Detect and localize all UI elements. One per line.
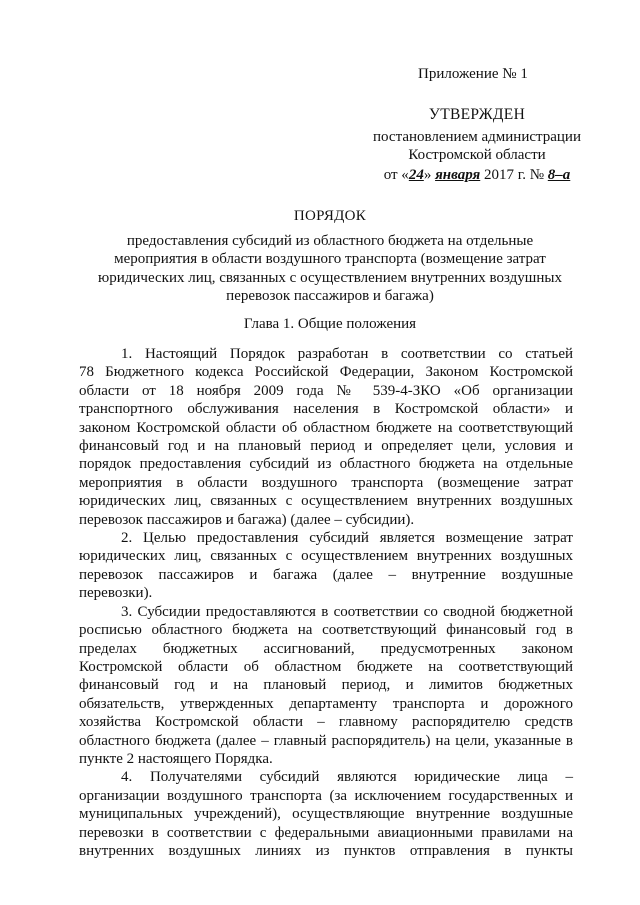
body-line: юридических лиц, связанных с осуществлением внутренних воздушных [79, 548, 573, 565]
date-prefix: от « [383, 167, 409, 183]
title-heading: ПОРЯДОК [293, 208, 367, 224]
title-line: мероприятия в области воздушного транспорта (возмещение затрат [114, 251, 546, 267]
chapter-heading: Глава 1. Общие положения [243, 316, 417, 332]
date-day: 24 [408, 167, 424, 183]
body-line: перевозок пассажиров и багажа) (далее – субсидии). [79, 511, 415, 528]
body-line: росписью областного бюджета на соответствующий финансовый год в [79, 622, 573, 639]
approval-block [362, 106, 592, 184]
title-line: юридических лиц, связанных с осуществлением внутренних воздушных [98, 269, 562, 286]
approval-date [362, 166, 592, 184]
date-year: 2017 г. № [480, 167, 548, 183]
body-line: хозяйства Костромской области – главному распорядителю средств [79, 714, 573, 731]
body-line: финансовый год и на плановый период и определяет цели, условия и [79, 438, 573, 455]
document-title [80, 207, 580, 306]
body-line: финансовый год и на плановый период, и лимитов бюджетных [79, 677, 573, 694]
body-line: 78 Бюджетного кодекса Российской Федерации, Законом Костромской [79, 364, 573, 381]
body-line: порядок предоставления субсидий из областного бюджета на отдельные [79, 456, 573, 473]
title-line: предоставления субсидий из областного бюджета на отдельные [126, 232, 534, 249]
appendix-label: Приложение № 1 [418, 66, 528, 82]
body-line: обязательств, утвержденных департаменту транспорта и дорожного [79, 695, 573, 712]
body-line: внутренних воздушных линиях из пунктов отправления в пункты [79, 842, 573, 859]
body-line: 4. Получателями субсидий являются юридические лица – [121, 769, 573, 786]
body-line: 2. Целью предоставления субсидий является возмещение затрат [121, 530, 573, 547]
body-line: юридических лиц, связанных с осуществлением внутренних воздушных [79, 493, 573, 510]
approval-line-1: постановлением администрации [373, 129, 581, 145]
body-line: перевозок пассажиров и багажа (далее – внутренние воздушные [79, 566, 573, 583]
body-line: Костромской области об областном бюджете на соответствующий [79, 658, 573, 675]
decree-number: 8–а [547, 167, 571, 183]
body-line: мероприятия в области воздушного транспорта (возмещение затрат [79, 474, 573, 491]
approval-line-2: Костромской области [408, 147, 546, 163]
body-line: 3. Субсидии предоставляются в соответствии со сводной бюджетной [121, 603, 573, 620]
approval-heading: УТВЕРЖДЕН [428, 106, 526, 123]
body-line: муниципальных учреждений), осуществляющие внутренние воздушные [79, 806, 573, 823]
body-line: перевозки в соответствии с федеральными авиационными правилами на [79, 824, 573, 841]
body-line: области от 18 ноября 2009 года № 539-4-ЗКО «Об организации [79, 382, 573, 399]
title-line: перевозок пассажиров и багажа) [226, 288, 434, 304]
body-line: законом Костромской области об областном бюджете на соответствующий [79, 419, 573, 436]
body-line: областного бюджета (далее – главный распорядитель) на цели, указанные в [79, 732, 573, 749]
body-line: перевозки). [79, 585, 153, 602]
body-line: пределах бюджетных ассигнований, предусмотренных законом [79, 640, 573, 657]
date-month: января [435, 167, 481, 183]
body-line: организации воздушного транспорта (за исключением государственных и [79, 787, 573, 804]
body-line: транспортного обслуживания населения в Костромской области» и [79, 401, 573, 418]
body-line: пункте 2 настоящего Порядка. [79, 750, 273, 767]
body-line: 1. Настоящий Порядок разработан в соответствии со статьей [121, 346, 573, 362]
document-body [79, 345, 573, 860]
date-mid: » [423, 167, 436, 183]
